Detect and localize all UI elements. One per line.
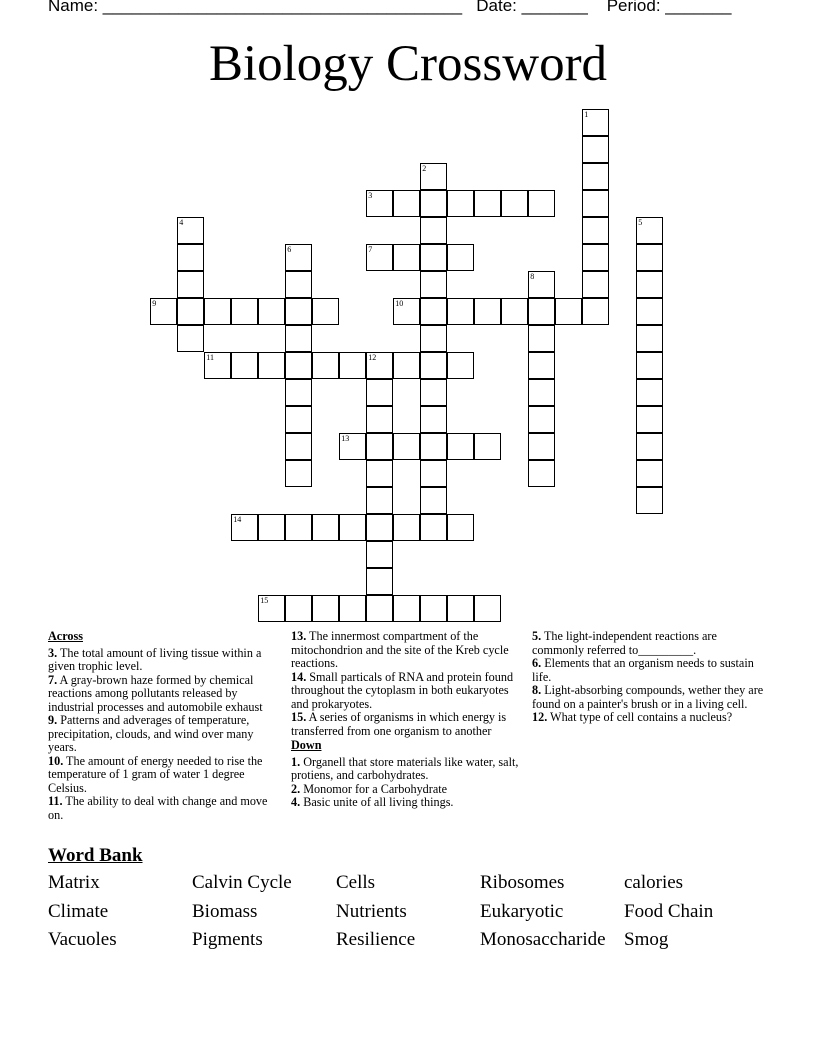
crossword-cell[interactable] bbox=[177, 271, 204, 298]
clue-across-3: 3. The total amount of living tissue within a given trophic level. bbox=[48, 645, 262, 673]
clue-down-1: 1. Organell that store materials like water, salt, protiens, and carbohydrates. bbox=[291, 754, 519, 782]
crossword-cell[interactable] bbox=[285, 352, 312, 379]
clue-number: 2 bbox=[422, 164, 427, 174]
crossword-cell[interactable] bbox=[177, 244, 204, 271]
clue-number: 9 bbox=[152, 299, 157, 309]
crossword-cell[interactable] bbox=[150, 298, 177, 325]
crossword-cell[interactable] bbox=[636, 217, 663, 244]
period-field[interactable]: Period: _______ bbox=[606, 0, 732, 15]
crossword-cell[interactable] bbox=[420, 595, 447, 622]
crossword-cell[interactable] bbox=[636, 379, 663, 406]
crossword-cell[interactable] bbox=[285, 433, 312, 460]
student-info-header bbox=[48, 0, 731, 16]
crossword-cell[interactable] bbox=[366, 595, 393, 622]
crossword-cell[interactable] bbox=[636, 271, 663, 298]
clue-down-8: 8. Light-absorbing compounds, wether they are found on a painter's brush or in a living cell. bbox=[532, 683, 764, 711]
word-bank-item: Resilience bbox=[336, 929, 416, 950]
crossword-cell[interactable] bbox=[339, 595, 366, 622]
clue-across-15: 15. A series of organisms in which energy is transferred from one organism to another bbox=[291, 710, 507, 738]
crossword-cell[interactable] bbox=[366, 406, 393, 433]
crossword-cell[interactable] bbox=[204, 352, 231, 379]
clue-down-4: 4. Basic unite of all living things. bbox=[291, 795, 454, 809]
crossword-cell[interactable] bbox=[528, 271, 555, 298]
crossword-cell[interactable] bbox=[582, 163, 609, 190]
clue-number: 8 bbox=[530, 272, 535, 282]
crossword-cell[interactable] bbox=[528, 298, 555, 325]
word-bank-title: Word Bank bbox=[48, 845, 143, 866]
crossword-cell[interactable] bbox=[501, 298, 528, 325]
crossword-cell[interactable] bbox=[528, 352, 555, 379]
crossword-cell[interactable] bbox=[285, 244, 312, 271]
crossword-cell[interactable] bbox=[420, 487, 447, 514]
crossword-cell[interactable] bbox=[582, 136, 609, 163]
crossword-cell[interactable] bbox=[528, 460, 555, 487]
crossword-cell[interactable] bbox=[528, 433, 555, 460]
clue-number: 7 bbox=[368, 245, 373, 255]
name-field[interactable]: Name: ______________________________________ bbox=[48, 0, 463, 15]
crossword-cell[interactable] bbox=[366, 487, 393, 514]
crossword-cell[interactable] bbox=[366, 190, 393, 217]
crossword-cell[interactable] bbox=[420, 379, 447, 406]
date-field[interactable]: Date: _______ bbox=[476, 0, 588, 15]
crossword-cell[interactable] bbox=[177, 325, 204, 352]
crossword-cell[interactable] bbox=[339, 352, 366, 379]
word-bank-item: Calvin Cycle bbox=[192, 872, 292, 893]
word-bank-item: Biomass bbox=[192, 900, 258, 922]
word-bank-item: Matrix bbox=[48, 872, 100, 893]
crossword-cell[interactable] bbox=[393, 244, 420, 271]
clue-number: 5 bbox=[638, 218, 643, 228]
crossword-cell[interactable] bbox=[393, 298, 420, 325]
crossword-cell[interactable] bbox=[285, 595, 312, 622]
crossword-cell[interactable] bbox=[393, 514, 420, 541]
crossword-cell[interactable] bbox=[420, 352, 447, 379]
crossword-cell[interactable] bbox=[447, 433, 474, 460]
clue-number: 14 bbox=[233, 515, 242, 525]
crossword-cell[interactable] bbox=[420, 406, 447, 433]
word-bank-list bbox=[48, 871, 768, 953]
crossword-cell[interactable] bbox=[285, 460, 312, 487]
clue-number: 4 bbox=[179, 218, 184, 228]
clue-across-13: 13. The innermost compartment of the mitochondrion and the site of the Kreb cycle reactions. bbox=[291, 629, 509, 670]
clue-across-10: 10. The amount of energy needed to rise the temperature of 1 gram of water 1 degree Celsius. bbox=[48, 753, 263, 795]
crossword-cell[interactable] bbox=[204, 298, 231, 325]
clues-column-2 bbox=[291, 630, 527, 810]
crossword-cell[interactable] bbox=[393, 595, 420, 622]
crossword-cell[interactable] bbox=[339, 514, 366, 541]
clue-number: 13 bbox=[341, 434, 350, 444]
crossword-cell[interactable] bbox=[636, 406, 663, 433]
crossword-cell[interactable] bbox=[582, 244, 609, 271]
crossword-cell[interactable] bbox=[177, 217, 204, 244]
crossword-cell[interactable] bbox=[582, 271, 609, 298]
word-bank-item: Monosaccharide bbox=[480, 929, 606, 950]
crossword-cell[interactable] bbox=[636, 433, 663, 460]
crossword-cell[interactable] bbox=[420, 460, 447, 487]
word-bank-item: Climate bbox=[48, 900, 109, 922]
crossword-cell[interactable] bbox=[285, 271, 312, 298]
crossword-cell[interactable] bbox=[447, 352, 474, 379]
crossword-cell[interactable] bbox=[366, 541, 393, 568]
crossword-cell[interactable] bbox=[420, 433, 447, 460]
crossword-cell[interactable] bbox=[636, 325, 663, 352]
crossword-cell[interactable] bbox=[474, 595, 501, 622]
crossword-cell[interactable] bbox=[420, 163, 447, 190]
word-bank-item: Smog bbox=[624, 929, 669, 950]
crossword-cell[interactable] bbox=[582, 298, 609, 325]
clue-across-7: 7. A gray-brown haze formed by chemical reactions among pollutants released by industrial processes and automobile exhaust bbox=[48, 672, 263, 714]
crossword-cell[interactable] bbox=[555, 298, 582, 325]
clue-down-5: 5. The light-independent reactions are commonly referred to_________. bbox=[532, 629, 717, 657]
clue-down-6: 6. Elements that an organism needs to sustain life. bbox=[532, 656, 754, 684]
clue-across-14: 14. Small particals of RNA and protein found throughout the cytoplasm in both eukaryotes and prokaryotes. bbox=[291, 669, 514, 711]
crossword-cell[interactable] bbox=[582, 217, 609, 244]
crossword-cell[interactable] bbox=[258, 298, 285, 325]
clue-across-11: 11. The ability to deal with change and move on. bbox=[48, 794, 268, 822]
crossword-cell[interactable] bbox=[366, 379, 393, 406]
crossword-cell[interactable] bbox=[636, 298, 663, 325]
clues-column-1 bbox=[48, 630, 280, 822]
clue-number: 11 bbox=[206, 353, 214, 363]
page-title: Biology Crossword bbox=[208, 36, 608, 92]
crossword-cell[interactable] bbox=[231, 352, 258, 379]
crossword-cell[interactable] bbox=[528, 406, 555, 433]
crossword-cell[interactable] bbox=[393, 352, 420, 379]
clue-number: 1 bbox=[584, 110, 589, 120]
clue-down-2: 2. Monomor for a Carbohydrate bbox=[291, 781, 448, 796]
clue-number: 3 bbox=[368, 191, 373, 201]
word-bank-item: Eukaryotic bbox=[480, 900, 564, 922]
crossword-cell[interactable] bbox=[312, 514, 339, 541]
crossword-cell[interactable] bbox=[366, 460, 393, 487]
word-bank-item: Cells bbox=[336, 872, 376, 893]
crossword-cell[interactable] bbox=[420, 217, 447, 244]
crossword-cell[interactable] bbox=[339, 433, 366, 460]
clue-number: 10 bbox=[395, 299, 404, 309]
crossword-cell[interactable] bbox=[393, 190, 420, 217]
crossword-cell[interactable] bbox=[177, 298, 204, 325]
crossword-cell[interactable] bbox=[447, 298, 474, 325]
crossword-cell[interactable] bbox=[420, 325, 447, 352]
word-bank-item: Food Chain bbox=[624, 900, 714, 922]
crossword-cell[interactable] bbox=[636, 487, 663, 514]
crossword-cell[interactable] bbox=[447, 595, 474, 622]
crossword-cell[interactable] bbox=[474, 298, 501, 325]
crossword-cell[interactable] bbox=[420, 271, 447, 298]
crossword-cell[interactable] bbox=[285, 325, 312, 352]
crossword-cell[interactable] bbox=[393, 433, 420, 460]
word-bank-item: Pigments bbox=[192, 929, 263, 950]
crossword-cell[interactable] bbox=[528, 190, 555, 217]
crossword-cell[interactable] bbox=[366, 568, 393, 595]
crossword-cell[interactable] bbox=[312, 595, 339, 622]
crossword-cell[interactable] bbox=[366, 244, 393, 271]
crossword-cell[interactable] bbox=[312, 352, 339, 379]
crossword-cell[interactable] bbox=[285, 379, 312, 406]
crossword-cell[interactable] bbox=[285, 298, 312, 325]
crossword-cell[interactable] bbox=[582, 109, 609, 136]
crossword-cell[interactable] bbox=[447, 244, 474, 271]
crossword-cell[interactable] bbox=[285, 406, 312, 433]
word-bank bbox=[48, 845, 768, 953]
crossword-cell[interactable] bbox=[366, 433, 393, 460]
crossword-cell[interactable] bbox=[366, 514, 393, 541]
crossword-cell[interactable] bbox=[474, 433, 501, 460]
clue-number: 12 bbox=[368, 353, 377, 363]
crossword-cell[interactable] bbox=[231, 514, 258, 541]
crossword-cell[interactable] bbox=[447, 190, 474, 217]
crossword-cell[interactable] bbox=[474, 190, 501, 217]
clue-number: 6 bbox=[287, 245, 292, 255]
crossword-cell[interactable] bbox=[285, 514, 312, 541]
crossword-cell[interactable] bbox=[582, 190, 609, 217]
down-heading: Down bbox=[291, 738, 322, 752]
crossword-cell[interactable] bbox=[528, 379, 555, 406]
clue-number: 15 bbox=[260, 596, 269, 606]
word-bank-item: calories bbox=[624, 872, 684, 893]
crossword-cell[interactable] bbox=[420, 514, 447, 541]
crossword-cell[interactable] bbox=[636, 244, 663, 271]
crossword-cell[interactable] bbox=[312, 298, 339, 325]
crossword-cell[interactable] bbox=[447, 514, 474, 541]
crossword-cell[interactable] bbox=[258, 514, 285, 541]
clue-down-12: 12. What type of cell contains a nucleus? bbox=[532, 710, 733, 724]
crossword-cell[interactable] bbox=[258, 352, 285, 379]
crossword-cell[interactable] bbox=[420, 244, 447, 271]
word-bank-item: Ribosomes bbox=[480, 872, 565, 893]
across-heading: Across bbox=[48, 629, 83, 643]
crossword-cell[interactable] bbox=[636, 460, 663, 487]
word-bank-item: Vacuoles bbox=[48, 929, 117, 950]
clue-across-9: 9. Patterns and adverages of temperature, precipitation, clouds, and wind over many years. bbox=[48, 713, 254, 754]
clues-column-3 bbox=[532, 630, 768, 725]
crossword-cell[interactable] bbox=[636, 352, 663, 379]
crossword-cell[interactable] bbox=[366, 352, 393, 379]
crossword-cell[interactable] bbox=[501, 190, 528, 217]
crossword-cell[interactable] bbox=[420, 298, 447, 325]
crossword-cell[interactable] bbox=[231, 298, 258, 325]
crossword-cell[interactable] bbox=[528, 325, 555, 352]
crossword-cell[interactable] bbox=[420, 190, 447, 217]
word-bank-item: Nutrients bbox=[336, 900, 407, 922]
crossword-cell[interactable] bbox=[258, 595, 285, 622]
